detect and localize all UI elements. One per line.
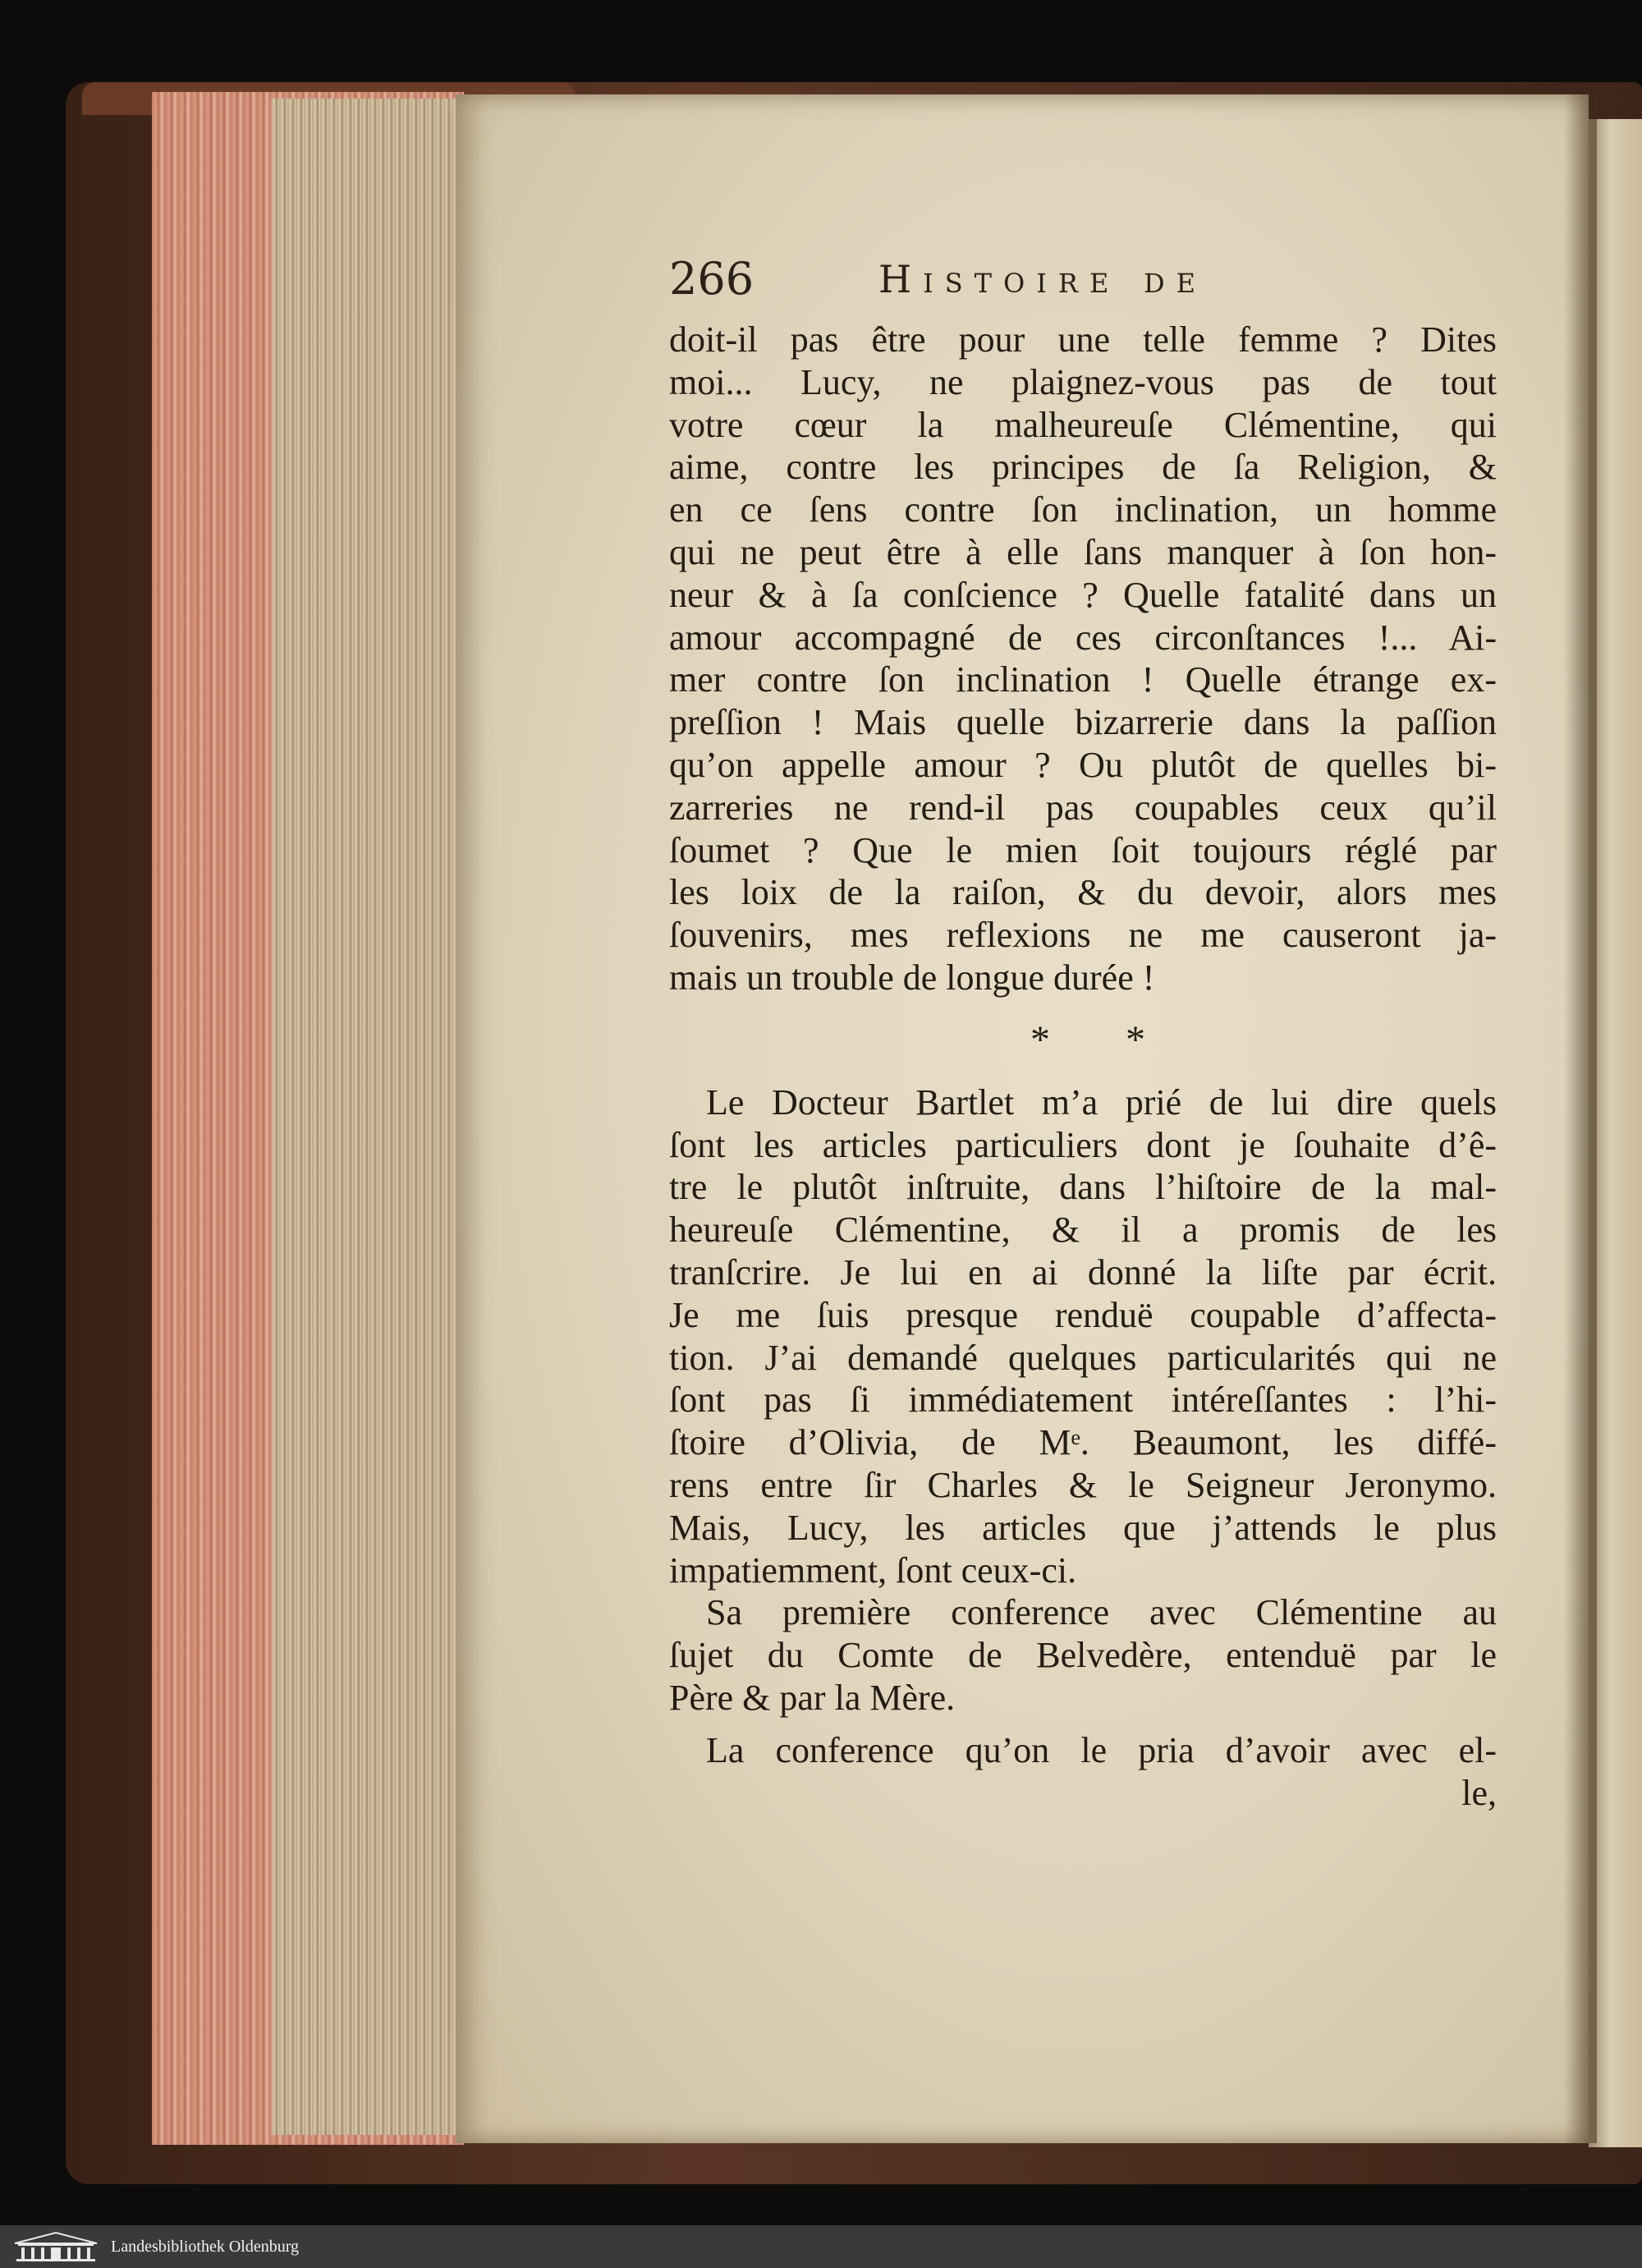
text-line: Père & par la Mère. bbox=[669, 1677, 956, 1718]
running-title: Histoire de bbox=[878, 257, 1207, 301]
page-edges-paper bbox=[271, 99, 468, 2135]
text-line: amour accompagné de ces circonſtances !... Ai- bbox=[669, 617, 1497, 658]
text-line: ſoumet ? Que le mien ſoit toujours réglé par bbox=[669, 829, 1497, 870]
page-text bbox=[669, 319, 1497, 1814]
text-line: ſujet du Comte de Belvedère, entenduë par le bbox=[669, 1635, 1497, 1676]
text-line: tre le plutôt inſtruite, dans l’hiſtoire de la mal- bbox=[669, 1167, 1497, 1208]
text-line: mais un trouble de longue durée ! bbox=[669, 957, 1155, 998]
text-line: rens entre ſir Charles & le Seigneur Jeronymo. bbox=[669, 1464, 1497, 1505]
text-line: qu’on appelle amour ? Ou plutôt de quelles bi- bbox=[669, 744, 1497, 785]
text-line: neur & à ſa conſcience ? Quelle fatalité dans un bbox=[669, 574, 1497, 615]
text-line: impatiemment, ſont ceux-ci. bbox=[669, 1549, 1077, 1591]
text-line: qui ne peut être à elle ſans manquer à ſon hon- bbox=[669, 531, 1497, 572]
text-line: Je me ſuis presque renduë coupable d’affecta- bbox=[669, 1294, 1497, 1335]
page-header bbox=[669, 246, 1342, 312]
text-line: en ce ſens contre ſon inclination, un homme bbox=[669, 489, 1497, 530]
page-number: 266 bbox=[669, 253, 754, 305]
section-separator: * * bbox=[1030, 1017, 1178, 1062]
text-line: aime, contre les principes de ſa Religion, & bbox=[669, 447, 1497, 488]
text-line: ſouvenirs, mes reflexions ne me causeront ja- bbox=[669, 915, 1497, 956]
text-line: Mais, Lucy, les articles que j’attends le plus bbox=[669, 1507, 1497, 1548]
paragraph-1 bbox=[669, 319, 1497, 999]
text-line: moi... Lucy, ne plaignez-vous pas de tout bbox=[669, 361, 1497, 402]
text-line: Sa première conference avec Clémentine au bbox=[706, 1592, 1497, 1633]
text-line: doit-il pas être pour une telle femme ? Dites bbox=[669, 319, 1497, 360]
text-line: La conference qu’on le pria d’avoir avec el- bbox=[706, 1729, 1497, 1770]
paragraph-3 bbox=[669, 1591, 1497, 1719]
library-name: Landesbibliothek Oldenburg bbox=[111, 2238, 300, 2256]
library-building-icon bbox=[11, 2230, 100, 2263]
catchword: le, bbox=[1461, 1772, 1497, 1813]
text-line: ſtoire d’Olivia, de Mᵉ. Beaumont, les diffé- bbox=[669, 1422, 1497, 1463]
paragraph-gap bbox=[669, 1719, 1497, 1729]
text-line: ſont les articles particuliers dont je ſouhaite d’ê- bbox=[669, 1124, 1497, 1165]
paragraph-4 bbox=[669, 1729, 1497, 1815]
text-line: tranſcrire. Je lui en ai donné la liſte par écrit. bbox=[669, 1251, 1497, 1292]
text-line: tion. J’ai demandé quelques particularités qui ne bbox=[669, 1337, 1497, 1378]
footer-bar bbox=[0, 2225, 1642, 2268]
text-line: votre cœur la malheureuſe Clémentine, qui bbox=[669, 404, 1497, 445]
text-line: mer contre ſon inclination ! Quelle étrange ex- bbox=[669, 659, 1497, 700]
text-line: zarreries ne rend-il pas coupables ceux qu’il bbox=[669, 787, 1497, 828]
text-line: heureuſe Clémentine, & il a promis de les bbox=[669, 1210, 1497, 1251]
gutter-shadow bbox=[1564, 94, 1597, 2143]
text-line: ſont pas ſi immédiatement intéreſſantes : l’hi- bbox=[669, 1380, 1497, 1421]
paragraph-2 bbox=[669, 1081, 1497, 1592]
text-line: Le Docteur Bartlet m’a prié de lui dire quels bbox=[706, 1081, 1497, 1123]
text-line: preſſion ! Mais quelle bizarrerie dans la paſſion bbox=[669, 702, 1497, 743]
text-line: les loix de la raiſon, & du devoir, alors mes bbox=[669, 872, 1497, 913]
